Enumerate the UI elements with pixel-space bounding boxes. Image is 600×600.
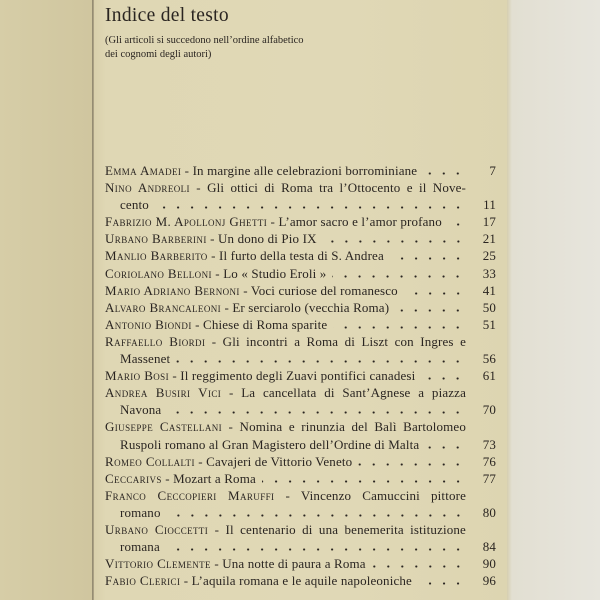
entry-line — [105, 436, 496, 453]
entry-author: Mario Adriano Bernoni — [105, 282, 240, 298]
entry-title: Voci curiose del romanesco — [250, 282, 398, 298]
entry-title: Il centenario di una benemerita istituzione — [225, 521, 466, 537]
dot-leader — [333, 326, 465, 329]
dot-leader — [390, 257, 465, 260]
entry-line — [105, 316, 496, 333]
entry-text — [120, 436, 419, 453]
entry-line — [105, 196, 496, 213]
entry-separator: - — [214, 521, 220, 537]
entry-title-continued: romana — [120, 539, 160, 555]
index-entry — [105, 384, 496, 418]
entry-author: Romeo Collalti — [105, 453, 195, 469]
dot-leader — [155, 206, 465, 209]
entry-line — [105, 538, 496, 555]
entry-separator: - — [172, 368, 177, 384]
index-list — [105, 162, 496, 589]
entry-line — [105, 384, 496, 401]
entry-author: Nino Andreoli — [105, 180, 190, 196]
entry-page-number: 77 — [482, 470, 496, 486]
entry-text — [120, 196, 149, 213]
entry-title-continued: romano — [120, 504, 161, 520]
index-entry — [105, 487, 496, 521]
entry-text — [105, 265, 326, 282]
entry-text — [105, 230, 317, 247]
entry-title: In margine alle celebrazioni borrominiane — [192, 163, 418, 178]
entry-title: Cavajeri de Vittorio Veneto — [206, 453, 353, 469]
entry-line — [105, 282, 496, 299]
left-page-edge — [0, 0, 92, 600]
entry-author: Raffaello Biordi — [105, 333, 206, 349]
entry-separator: - — [228, 385, 234, 401]
entry-title: Lo « Studio Eroli » — [223, 265, 327, 281]
dot-leader — [421, 377, 465, 380]
entry-title: La cancellata di Sant’Agnese a piazza — [241, 385, 467, 401]
entry-title: L’aquila romana e le aquile napoleoniche — [191, 573, 412, 589]
dot-leader — [448, 223, 465, 226]
entry-page-number: 96 — [482, 573, 496, 589]
entry-page-number: 56 — [482, 351, 496, 367]
entry-text — [105, 247, 384, 264]
entry-line — [105, 333, 496, 350]
entry-line — [105, 213, 496, 230]
entry-page-number: 7 — [489, 163, 496, 178]
entry-separator: - — [196, 180, 201, 196]
entry-author: Alvaro Brancaleoni — [105, 299, 222, 315]
dot-leader — [358, 463, 465, 466]
entry-page-number: 84 — [482, 539, 496, 555]
subtitle-line: (Gli articoli si succedono nell’ordine alfabetico — [105, 35, 304, 46]
dot-leader — [425, 446, 465, 449]
entry-line — [105, 350, 496, 367]
entry-author: Vittorio Clemente — [105, 556, 211, 572]
entry-title-continued: Ruspoli romano al Gran Magistero dell’Ordine di Malta — [120, 436, 420, 452]
entry-line — [105, 470, 496, 487]
index-entry — [105, 162, 496, 179]
entry-page-number: 33 — [482, 265, 496, 281]
entry-title-continued: Navona — [120, 402, 162, 418]
entry-author: Ceccarivs — [105, 470, 162, 486]
entry-author: Franco Ceccopieri Maruffi — [105, 487, 275, 503]
entry-author: Andrea Busiri Vici — [105, 385, 222, 401]
entry-title: Una notte di paura a Roma — [222, 556, 366, 572]
entry-page-number: 41 — [482, 282, 496, 298]
entry-title: Gli incontri a Roma di Liszt con Ingres e — [222, 333, 466, 349]
index-entry — [105, 299, 496, 316]
index-entry — [105, 555, 496, 572]
entry-separator: - — [184, 163, 190, 178]
entry-line — [105, 487, 496, 504]
entry-line — [105, 418, 496, 435]
entry-separator: - — [195, 316, 200, 332]
index-entry — [105, 282, 496, 299]
dot-leader — [395, 309, 465, 312]
entry-line — [105, 230, 496, 247]
entry-separator: - — [165, 470, 170, 486]
entry-line — [105, 453, 496, 470]
subtitle-line: dei cognomi degli autori) — [105, 49, 212, 60]
entry-author: Emma Amadei — [105, 163, 182, 178]
page-title: Indice del testo — [105, 5, 229, 26]
entry-text — [105, 572, 412, 589]
entry-separator: - — [211, 248, 216, 264]
index-entry — [105, 453, 496, 470]
entry-author: Coriolano Belloni — [105, 265, 212, 281]
entry-text — [120, 401, 161, 418]
entry-page-number: 51 — [482, 316, 496, 332]
dot-leader — [167, 411, 465, 414]
entry-title: Il furto della testa di S. Andrea — [219, 248, 384, 264]
entry-author: Fabrizio M. Apollonj Ghetti — [105, 214, 268, 230]
entry-line — [105, 401, 496, 418]
index-entry — [105, 265, 496, 282]
dot-leader — [423, 172, 465, 175]
entry-page-number: 11 — [483, 197, 496, 213]
index-entry — [105, 367, 496, 384]
entry-text — [105, 555, 366, 572]
index-entry — [105, 247, 496, 264]
index-entry — [105, 213, 496, 230]
entry-separator: - — [285, 487, 291, 503]
entry-line — [105, 179, 496, 196]
entry-text — [105, 213, 442, 230]
entry-line — [105, 521, 496, 538]
entry-line — [105, 299, 496, 316]
entry-author: Urbano Barberini — [105, 231, 207, 247]
dot-leader — [167, 514, 465, 517]
entry-page-number: 17 — [482, 214, 496, 230]
entry-page-number: 25 — [482, 248, 496, 264]
entry-title: Il reggimento degli Zuavi pontifici canadesi — [180, 368, 416, 384]
entry-title-continued: cento — [120, 197, 149, 213]
entry-line — [105, 265, 496, 282]
index-entry — [105, 470, 496, 487]
entry-separator: - — [228, 419, 234, 435]
entry-separator: - — [224, 299, 229, 315]
entry-text — [105, 367, 415, 384]
entry-separator: - — [270, 214, 276, 230]
entry-title: Er serciarolo (vecchia Roma) — [232, 299, 390, 315]
entry-author: Giuseppe Castellani — [105, 419, 223, 435]
dot-leader — [166, 548, 465, 551]
entry-separator: - — [243, 282, 248, 298]
entry-text — [105, 453, 352, 470]
index-entry — [105, 230, 496, 247]
entry-line — [105, 247, 496, 264]
entry-text — [105, 299, 389, 316]
entry-author: Manlio Barberito — [105, 248, 208, 264]
entry-page-number: 90 — [482, 556, 496, 572]
entry-separator: - — [211, 333, 217, 349]
entry-text — [105, 470, 256, 487]
right-margin — [507, 0, 600, 600]
entry-author: Fabio Clerici — [105, 573, 181, 589]
dot-leader — [262, 480, 465, 483]
index-entry — [105, 418, 496, 452]
entry-separator: - — [198, 453, 203, 469]
entry-title: Chiese di Roma sparite — [203, 316, 328, 332]
entry-separator: - — [183, 573, 189, 589]
entry-title: Mozart a Roma — [173, 470, 256, 486]
entry-line — [105, 504, 496, 521]
entry-page-number: 50 — [482, 299, 496, 315]
entry-text — [105, 282, 398, 299]
entry-title: L’amor sacro e l’amor profano — [278, 214, 442, 230]
entry-page-number: 73 — [482, 436, 496, 452]
page-subtitle — [105, 34, 304, 62]
index-entry — [105, 572, 496, 589]
entry-author: Antonio Biondi — [105, 316, 192, 332]
dot-leader — [404, 292, 465, 295]
entry-page-number: 80 — [482, 504, 496, 520]
entry-title: Vincenzo Camuccini pittore — [300, 487, 467, 503]
entry-title-continued: Massenet — [120, 351, 171, 367]
index-entry — [105, 316, 496, 333]
index-entry — [105, 333, 496, 367]
entry-author: Mario Bosi — [105, 368, 169, 384]
entry-text — [105, 316, 327, 333]
entry-page-number: 70 — [482, 402, 496, 418]
entry-separator: - — [210, 231, 215, 247]
entry-title: Gli ottici di Roma tra l’Ottocento e il Nove- — [207, 180, 467, 196]
entry-separator: - — [214, 556, 219, 572]
entry-line — [105, 572, 496, 589]
index-entry — [105, 521, 496, 555]
dot-leader — [332, 275, 465, 278]
dot-leader — [418, 582, 465, 585]
entry-text — [105, 162, 417, 179]
dot-leader — [323, 240, 465, 243]
entry-page-number: 76 — [482, 453, 496, 469]
entry-line — [105, 555, 496, 572]
dot-leader — [372, 565, 465, 568]
entry-line — [105, 367, 496, 384]
entry-page-number: 21 — [482, 231, 496, 247]
entry-text — [120, 504, 161, 521]
index-entry — [105, 179, 496, 213]
dot-leader — [176, 360, 465, 363]
entry-separator: - — [215, 265, 220, 281]
entry-title: Nomina e rinunzia del Balì Bartolomeo — [239, 419, 467, 435]
entry-page-number: 61 — [482, 368, 496, 384]
entry-line — [105, 162, 496, 179]
entry-author: Urbano Cioccetti — [105, 521, 209, 537]
entry-text — [120, 538, 160, 555]
entry-text — [120, 350, 170, 367]
entry-title: Un dono di Pio IX — [218, 231, 317, 247]
